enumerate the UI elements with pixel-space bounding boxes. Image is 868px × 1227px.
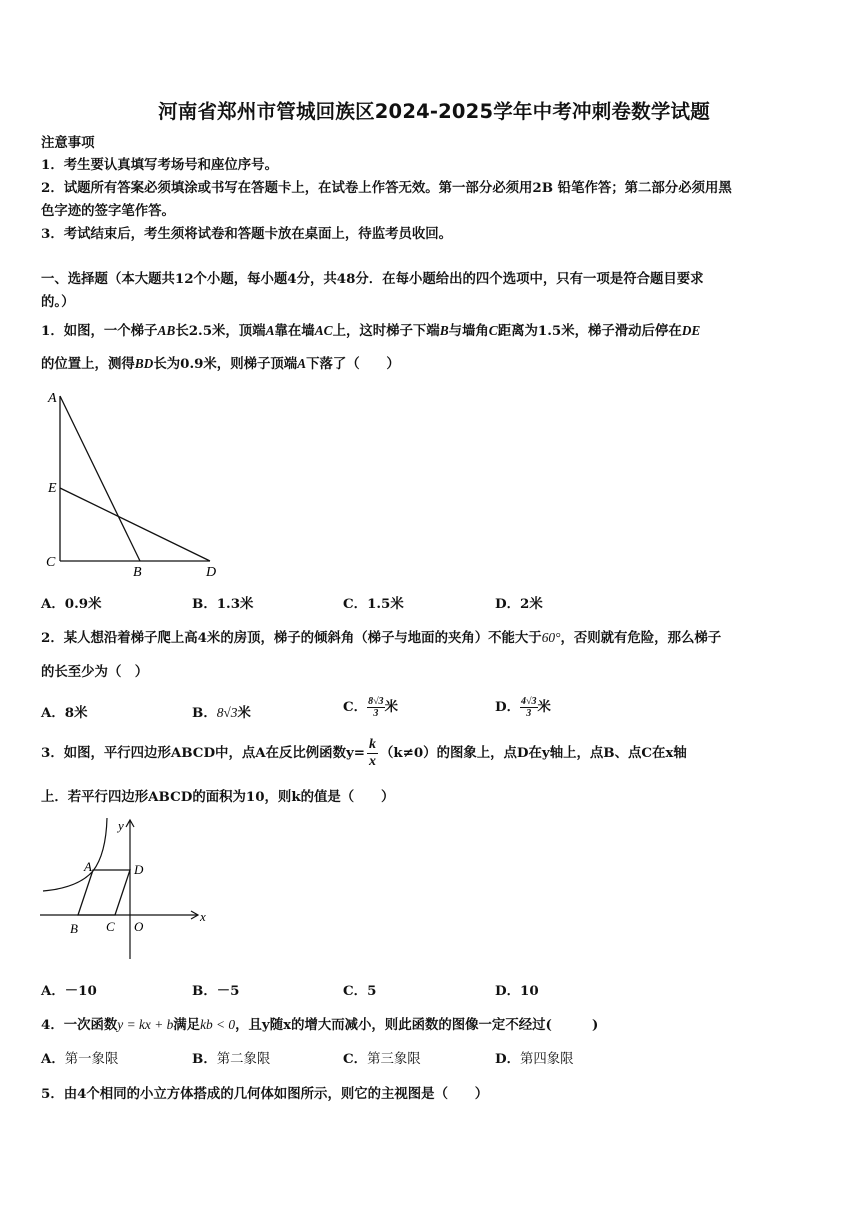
option-letter: B．: [192, 596, 217, 612]
notice-item-2-cont: 色字迹的签字笔作答。: [41, 203, 175, 219]
option-letter: A．: [41, 705, 65, 721]
q1-option-d[interactable]: [495, 593, 543, 612]
q3-stem-line1: [41, 737, 687, 770]
q4-text: ，且y随x的增大而减小，则此函数的图像一定不经过( ): [235, 1017, 599, 1033]
q1-label-c: C: [46, 555, 56, 570]
q1-label-e: E: [48, 481, 57, 496]
q1-text: 1．如图，一个梯子: [41, 323, 158, 339]
q3-text: （k≠0）的图象上，点D在y轴上，点B、点C在x轴: [379, 745, 687, 761]
q2-option-c[interactable]: [343, 696, 398, 719]
q1-var-a: A: [297, 356, 307, 371]
option-text: －10: [64, 983, 97, 999]
option-text: 10: [520, 983, 539, 999]
q2-stem-line2: 的长至少为（ ）: [41, 664, 149, 680]
q2-option-b[interactable]: [192, 702, 251, 721]
option-letter: D．: [495, 1051, 521, 1067]
option-letter: D．: [495, 983, 521, 999]
q1-var-bd: BD: [134, 356, 154, 371]
option-fraction: [367, 696, 385, 719]
option-text: 5: [367, 983, 377, 999]
fraction-numerator: k: [368, 737, 376, 752]
q2-option-d[interactable]: [495, 696, 551, 719]
q1-text: 靠在墙: [274, 323, 315, 339]
q3-option-c[interactable]: [343, 980, 376, 999]
option-text: 第一象限: [64, 1052, 119, 1067]
q1-var-ac: AC: [314, 323, 333, 338]
option-letter: C．: [343, 1051, 368, 1067]
option-letter: C．: [343, 699, 368, 715]
option-text: 第二象限: [216, 1052, 271, 1067]
option-text: 第四象限: [520, 1052, 574, 1067]
q1-text: 与墙角: [448, 323, 489, 339]
option-letter: D．: [495, 596, 521, 612]
q1-text: 上，这时梯子下端: [332, 323, 440, 339]
option-text: 2米: [520, 596, 543, 612]
option-unit: 米: [384, 699, 398, 715]
option-text: 1.3米: [216, 596, 254, 612]
q4-option-d[interactable]: [495, 1048, 574, 1067]
q3-label-b: B: [70, 921, 78, 936]
q3-label-x: x: [200, 909, 206, 924]
section-heading-cont: 的。）: [41, 294, 75, 310]
q1-stem-line1: [41, 320, 700, 339]
q3-label-o: O: [134, 919, 144, 934]
option-letter: D．: [495, 699, 521, 715]
option-letter: A．: [41, 596, 65, 612]
notice-item-2: 2．试题所有答案必须填涂或书写在答题卡上，在试卷上作答无效。第一部分必须用2B 铅笔作答；第二部分必须用黑: [41, 180, 732, 196]
q3-label-d: D: [134, 862, 144, 877]
option-text: 1.5米: [367, 596, 404, 612]
option-letter: C．: [343, 596, 368, 612]
option-unit: 米: [537, 699, 551, 715]
option-text: 0.9米: [64, 596, 102, 612]
option-letter: A．: [41, 1051, 65, 1067]
fraction-numerator: 4√3: [521, 696, 537, 707]
fraction-denominator: 3: [526, 708, 532, 719]
q2-option-a[interactable]: [41, 702, 88, 721]
q1-label-b: B: [133, 565, 142, 580]
q4-option-c[interactable]: [343, 1048, 421, 1067]
q1-label-a: A: [48, 391, 57, 406]
q3-parallelogram-figure: [38, 816, 218, 966]
q2-stem-line1: [41, 627, 721, 646]
fraction-denominator: x: [368, 754, 376, 769]
q1-var-de: DE: [681, 323, 701, 338]
q2-text: ，否则就有危险，那么梯子: [560, 630, 722, 646]
fraction-denominator: 3: [373, 708, 379, 719]
q3-option-d[interactable]: [495, 980, 539, 999]
q2-text: 2．某人想沿着梯子爬上高4米的房顶，梯子的倾斜角（梯子与地面的夹角）不能大于: [41, 630, 542, 646]
option-text: 8米: [64, 705, 88, 721]
q4-function: y = kx + b: [117, 1017, 174, 1032]
q1-var-ab: AB: [157, 323, 176, 338]
q1-text: 距离为1.5米，梯子滑动后停在: [497, 323, 682, 339]
q1-option-a[interactable]: [41, 593, 101, 612]
q3-label-y: y: [118, 818, 124, 833]
q1-ladder-figure: [40, 382, 230, 582]
q3-option-a[interactable]: [41, 980, 97, 999]
q3-stem-line2: 上．若平行四边形ABCD的面积为10，则k的值是（ ）: [41, 789, 395, 805]
option-text: －5: [216, 983, 240, 999]
notice-item-1: 1．考生要认真填写考场号和座位序号。: [41, 157, 278, 173]
option-letter: C．: [343, 983, 368, 999]
q1-stem-line2: [41, 353, 400, 372]
option-letter: B．: [192, 1051, 217, 1067]
q2-angle: 60°: [541, 630, 561, 645]
option-fraction: [520, 696, 538, 719]
option-expr: 8√3: [216, 705, 238, 720]
notice-item-3: 3．考试结束后，考生须将试卷和答题卡放在桌面上，待监考员收回。: [41, 226, 453, 242]
q4-condition: kb < 0: [200, 1017, 236, 1032]
q4-stem: [41, 1014, 598, 1033]
q4-option-b[interactable]: [192, 1048, 270, 1067]
q1-text: 下落了（ ）: [306, 356, 400, 372]
section-heading: 一、选择题（本大题共12个小题，每小题4分，共48分．在每小题给出的四个选项中，只有一项是符合题目要求: [41, 271, 704, 287]
q3-text: 3．如图，平行四边形ABCD中，点A在反比例函数y=: [41, 745, 365, 761]
page-title: 河南省郑州市管城回族区2024-2025学年中考冲刺卷数学试题: [158, 100, 710, 123]
q1-option-b[interactable]: [192, 593, 253, 612]
q3-fraction: [367, 737, 378, 770]
q1-text: 长为0.9米，则梯子顶端: [153, 356, 298, 372]
q1-option-c[interactable]: [343, 593, 404, 612]
option-letter: B．: [192, 705, 217, 721]
notice-heading: 注意事项: [41, 135, 95, 151]
option-letter: B．: [192, 983, 217, 999]
q3-label-c: C: [106, 919, 115, 934]
q1-var-c: C: [488, 323, 498, 338]
option-text: 第三象限: [367, 1052, 421, 1067]
q3-label-a: A: [84, 859, 92, 874]
q4-option-a[interactable]: [41, 1048, 118, 1067]
q1-label-d: D: [206, 565, 217, 580]
q4-text: 满足: [173, 1017, 201, 1033]
q5-stem: 5．由4个相同的小立方体搭成的几何体如图所示，则它的主视图是（ ）: [41, 1086, 489, 1102]
option-unit: 米: [237, 705, 251, 721]
q3-option-b[interactable]: [192, 980, 239, 999]
fraction-numerator: 8√3: [368, 696, 384, 707]
q4-text: 4．一次函数: [41, 1017, 118, 1033]
q1-var-a: A: [265, 323, 275, 338]
q1-var-b: B: [439, 323, 449, 338]
q1-text: 的位置上，测得: [41, 356, 135, 372]
q1-text: 长2.5米，顶端: [175, 323, 266, 339]
option-letter: A．: [41, 983, 65, 999]
